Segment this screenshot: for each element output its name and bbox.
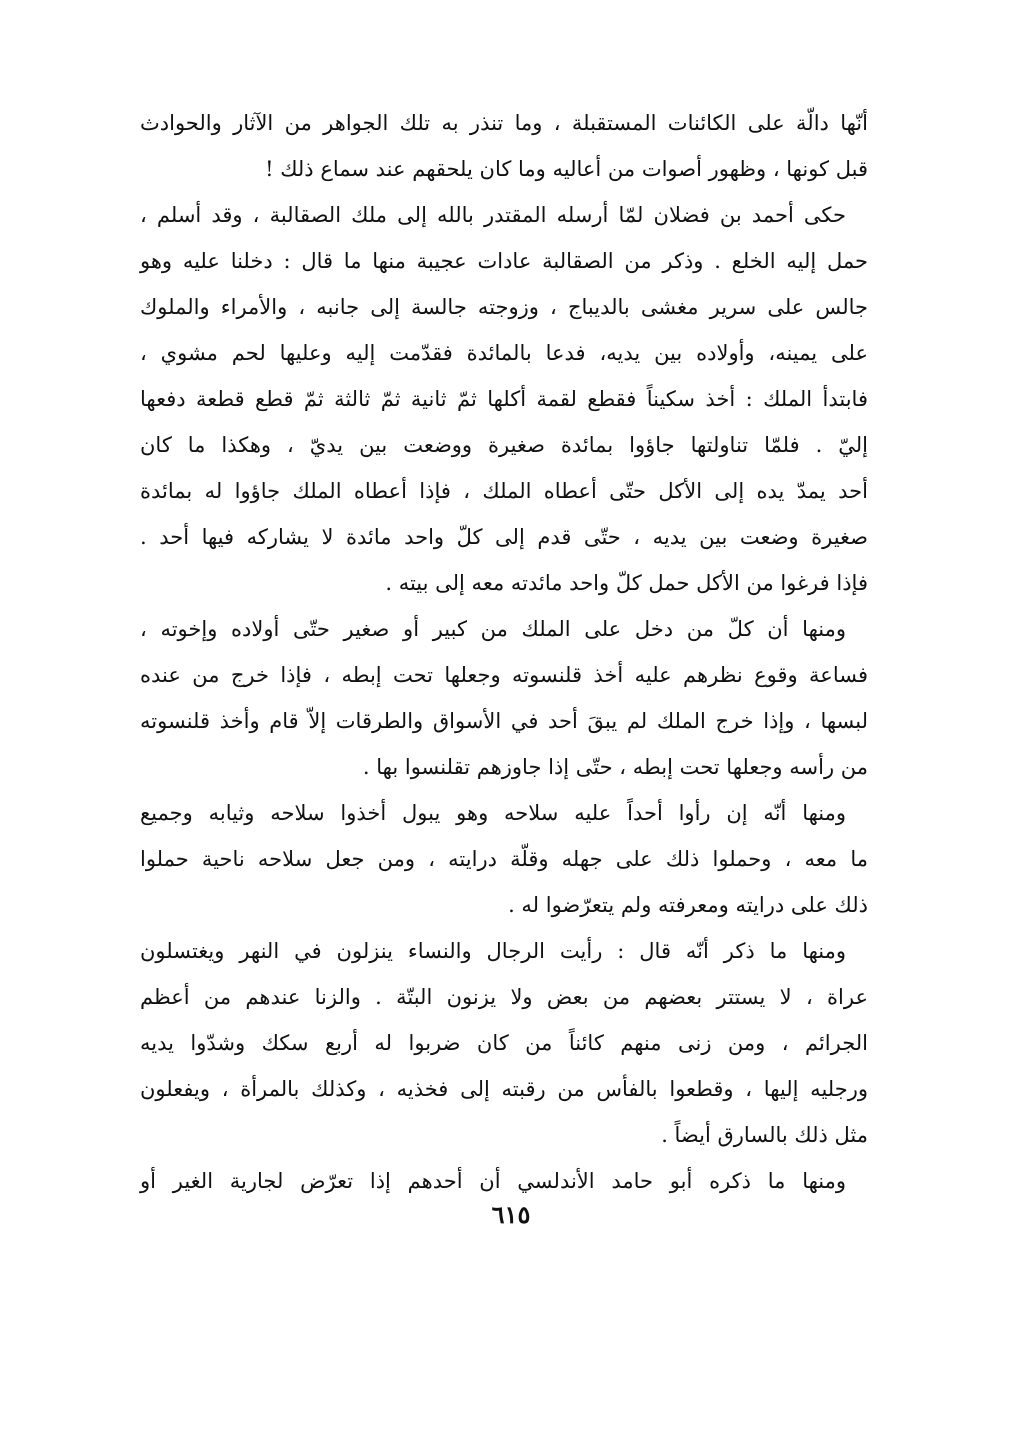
text-line: على يمينه، وأولاده بين يديه، فدعا بالمائدة فقدّمت إليه وعليها لحم مشوي ، <box>140 341 868 365</box>
text-line: ما معه ، وحملوا ذلك على جهله وقلّة درايته ، ومن جعل سلاحه ناحية حملوا <box>140 847 868 871</box>
text-line: فإذا فرغوا من الأكل حمل كلّ واحد مائدته معه إلى بيته . <box>385 571 868 595</box>
text-line: ومنها أن كلّ من دخل على الملك من كبير أو صغير حتّى أولاده وإخوته ، <box>140 617 846 641</box>
text-line: فساعة وقوع نظرهم عليه أخذ قلنسوته وجعلها تحت إبطه ، فإذا خرج من عنده <box>140 663 868 687</box>
text-line: أنّها دالّة على الكائنات المستقبلة ، وما تنذر به تلك الجواهر من الآثار والحوادث <box>140 111 868 135</box>
text-line: مثل ذلك بالسارق أيضاً . <box>661 1123 868 1147</box>
text-line: قبل كونها ، وظهور أصوات من أعاليه وما كان يلحقهم عند سماع ذلك ! <box>265 157 868 181</box>
text-line: عراة ، لا يستتر بعضهم من بعض ولا يزنون البتّة . والزنا عندهم من أعظم <box>140 985 868 1009</box>
text-line: ورجليه إليها ، وقطعوا بالفأس من رقبته إلى فخذيه ، وكذلك بالمرأة ، ويفعلون <box>140 1077 868 1101</box>
text-line: الجرائم ، ومن زنى منهم كائناً من كان ضربوا له أربع سكك وشدّوا يديه <box>140 1031 868 1055</box>
text-line: حمل إليه الخلع . وذكر من الصقالبة عادات عجيبة منها ما قال : دخلنا عليه وهو <box>140 249 868 273</box>
page-number: ٦١٥ <box>491 1200 531 1229</box>
body-text <box>140 100 868 1204</box>
text-line: أحد يمدّ يده إلى الأكل حتّى أعطاه الملك ، فإذا أعطاه الملك جاؤوا له بمائدة <box>140 479 868 503</box>
text-line: من رأسه وجعلها تحت إبطه ، حتّى إذا جاوزهم تقلنسوا بها . <box>362 755 868 779</box>
text-line: إليّ . فلمّا تناولتها جاؤوا بمائدة صغيرة ووضعت بين يديّ ، وهكذا ما كان <box>140 433 868 457</box>
text-line: صغيرة وضعت بين يديه ، حتّى قدم إلى كلّ واحد مائدة لا يشاركه فيها أحد . <box>140 525 868 549</box>
text-line: جالس على سرير مغشى بالديباج ، وزوجته جالسة إلى جانبه ، والأمراء والملوك <box>140 295 868 319</box>
text-line: حكى أحمد بن فضلان لمّا أرسله المقتدر بالله إلى ملك الصقالبة ، وقد أسلم ، <box>140 203 846 227</box>
text-line: لبسها ، وإذا خرج الملك لم يبقَ أحد في الأسواق والطرقات إلاّ قام وأخذ قلنسوته <box>140 709 868 733</box>
text-line: فابتدأ الملك : أخذ سكيناً فقطع لقمة أكلها ثمّ ثانية ثمّ ثالثة ثمّ قطع قطعة دفعها <box>140 387 868 411</box>
text-line: ذلك على درايته ومعرفته ولم يتعرّضوا له . <box>508 893 868 917</box>
text-line: ومنها ما ذكر أنّه قال : رأيت الرجال والنساء ينزلون في النهر ويغتسلون <box>140 939 846 963</box>
text-line: ومنها أنّه إن رأوا أحداً عليه سلاحه وهو يبول أخذوا سلاحه وثيابه وجميع <box>140 801 846 825</box>
text-line: ومنها ما ذكره أبو حامد الأندلسي أن أحدهم إذا تعرّض لجارية الغير أو <box>140 1169 846 1193</box>
